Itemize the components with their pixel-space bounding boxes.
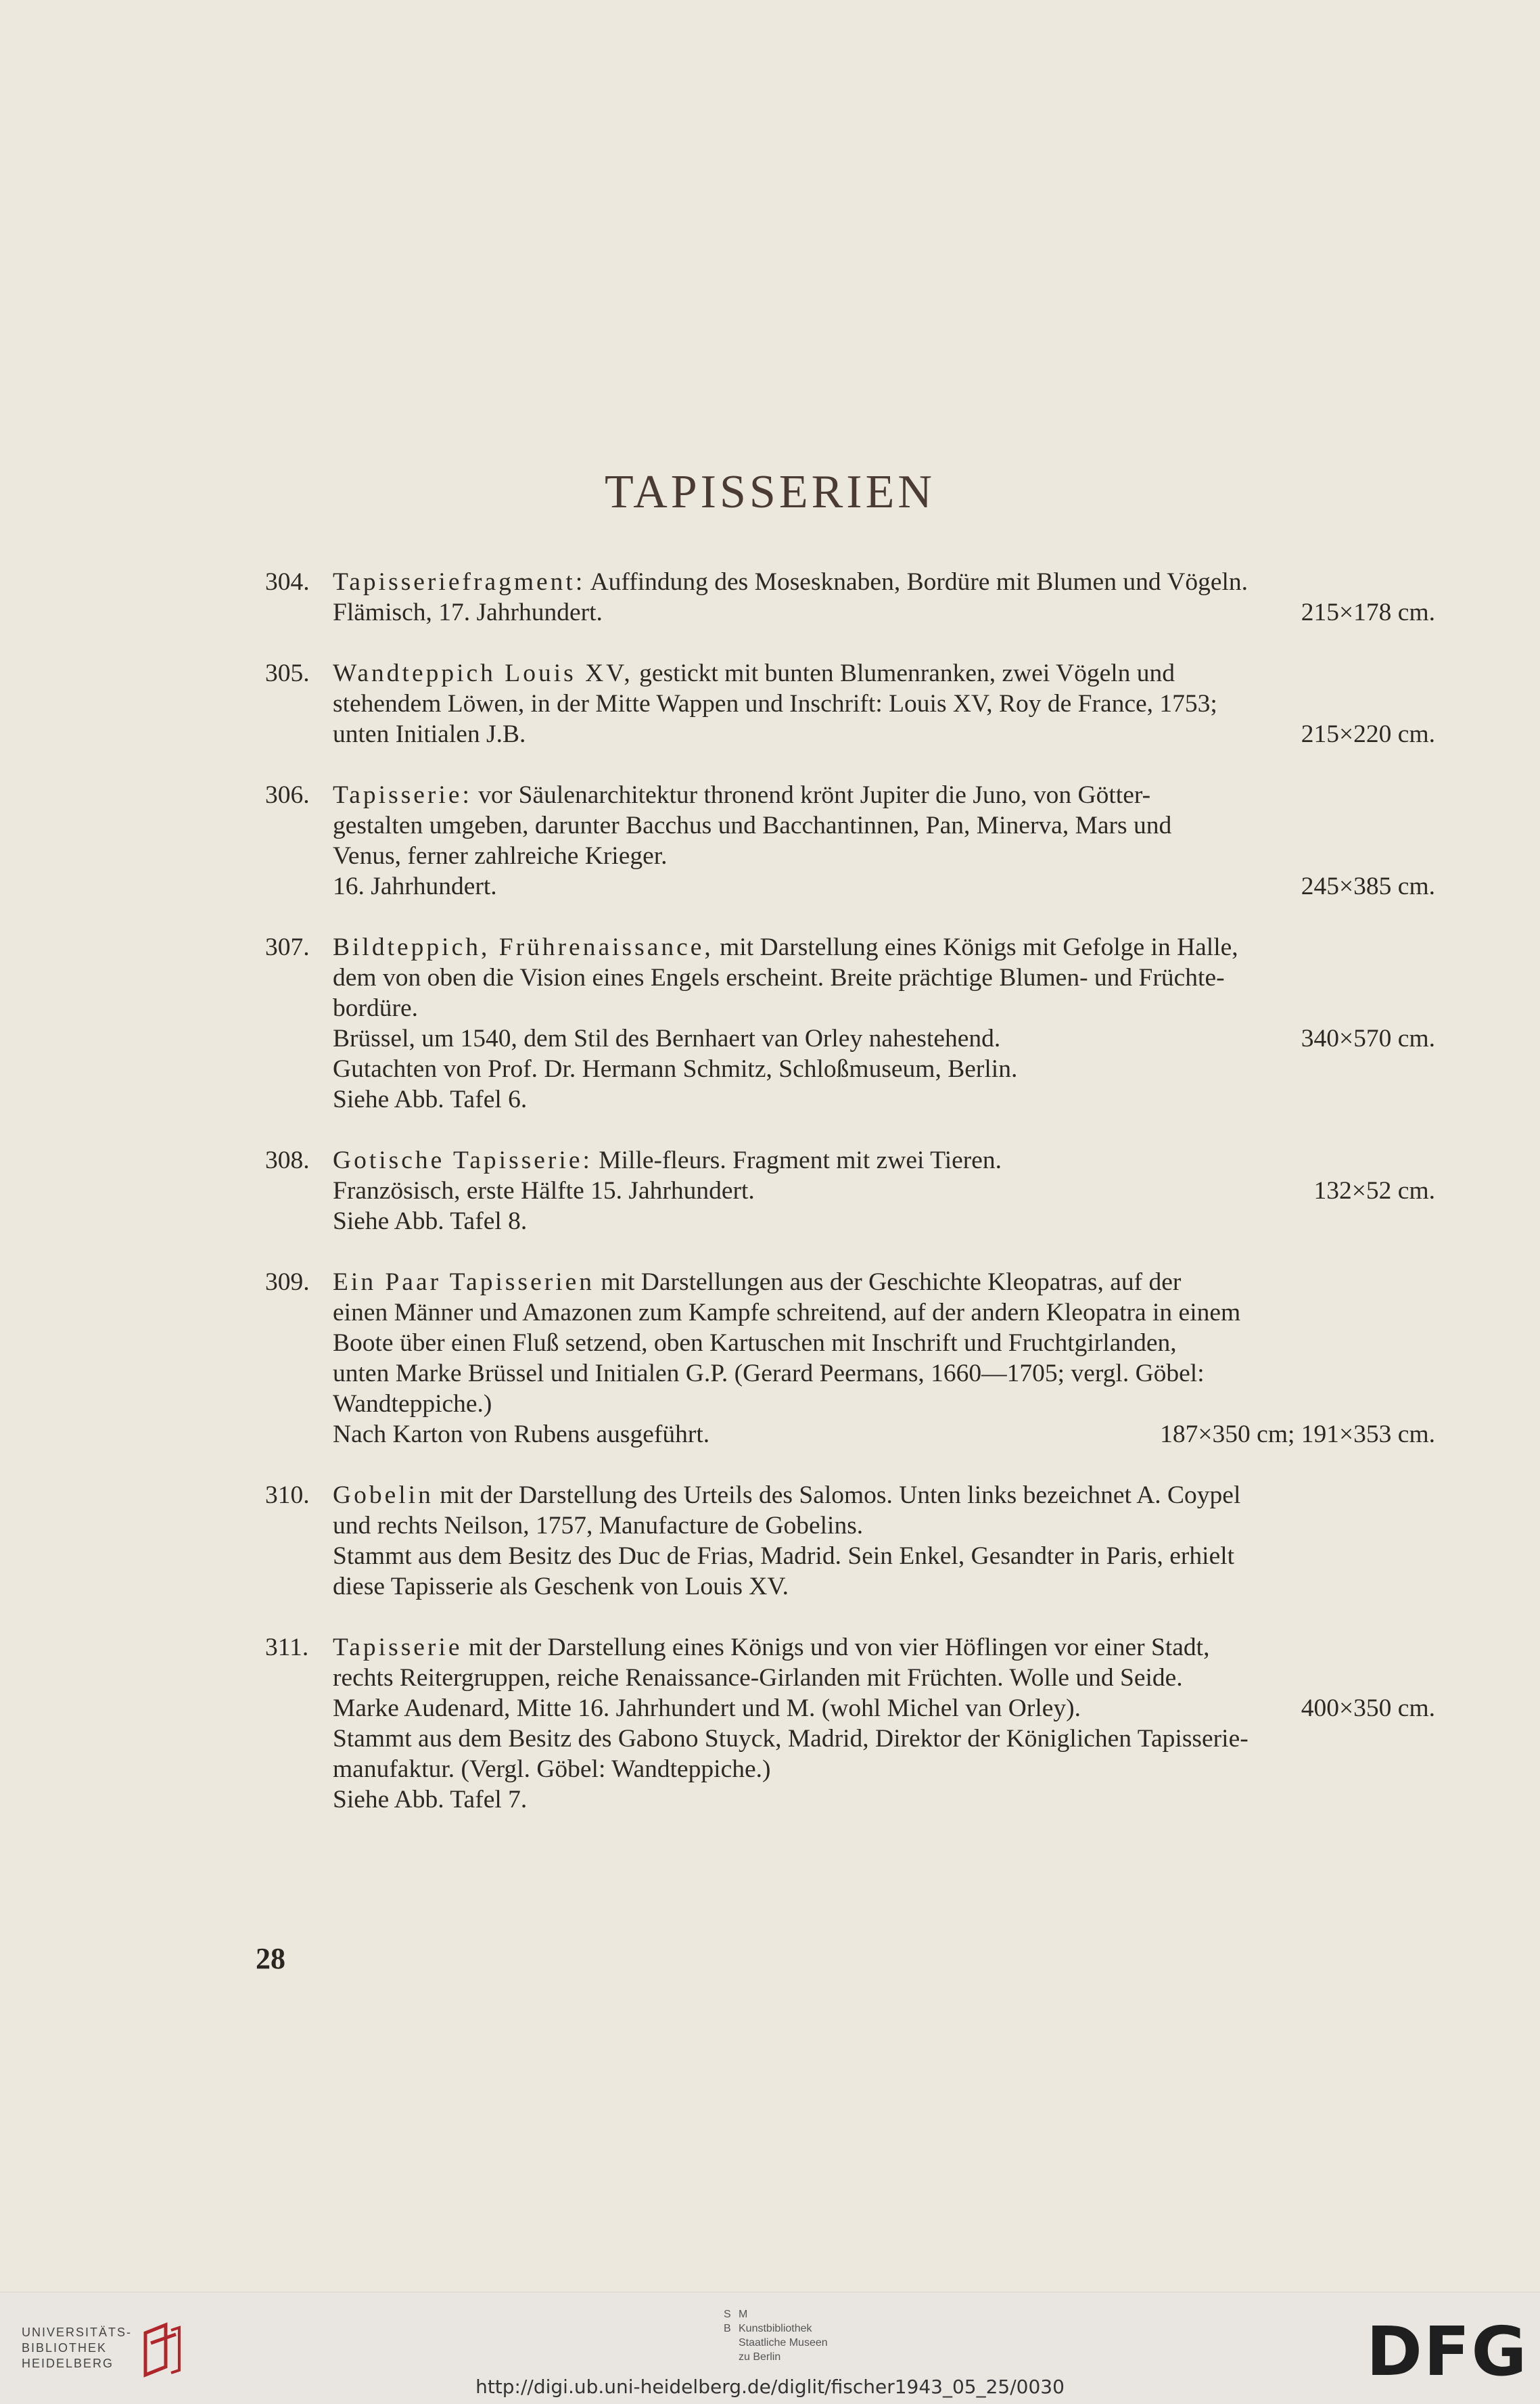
smb-line: Staatliche Museen — [739, 2337, 828, 2349]
entry-line — [333, 1571, 1435, 1602]
entry-number: 304. — [265, 568, 310, 596]
entry-line — [333, 1784, 1435, 1815]
entry-line — [333, 1693, 1435, 1724]
ub-line: HEIDELBERG — [22, 2357, 114, 2370]
smb-line: zu Berlin — [739, 2351, 781, 2363]
entry-text: unten Initialen J.B. — [333, 720, 526, 748]
entry-line — [333, 1510, 1435, 1541]
entry-text: bordüre. — [333, 994, 418, 1022]
ub-heidelberg-logo-icon — [139, 2319, 186, 2380]
entry-text: Nach Karton von Rubens ausgeführt. — [333, 1420, 710, 1448]
entry-line — [333, 1632, 1435, 1663]
entry-text: vor Säulenarchitektur thronend krönt Jupiter die Juno, von Götter- — [471, 781, 1151, 809]
entry-text: Mille-fleurs. Fragment mit zwei Tieren. — [592, 1147, 1002, 1174]
entry-line — [333, 1724, 1435, 1754]
entry-text: mit Darstellung eines Königs mit Gefolge in Halle, — [713, 933, 1238, 961]
entry-text: und rechts Neilson, 1757, Manufacture de Gobelins. — [333, 1512, 864, 1540]
ub-heidelberg-logo-text — [22, 2325, 132, 2372]
catalog-entry — [265, 932, 1435, 1115]
entry-text: Gutachten von Prof. Dr. Hermann Schmitz, Schloßmuseum, Berlin. — [333, 1055, 1018, 1083]
entry-text: dem von oben die Vision eines Engels erscheint. Breite prächtige Blumen- und Früchte- — [333, 964, 1225, 992]
entry-line — [333, 658, 1435, 689]
smb-initial: B — [724, 2323, 731, 2334]
entry-dimensions: 187×350 cm; 191×353 cm. — [1160, 1420, 1435, 1448]
entry-line — [333, 567, 1435, 597]
entry-text: Venus, ferner zahlreiche Krieger. — [333, 842, 668, 870]
entry-title: Ein Paar Tapisserien — [333, 1268, 595, 1296]
entry-title: Wandteppich Louis XV, — [333, 660, 633, 687]
section-heading: TAPISSERIEN — [605, 466, 935, 518]
entry-text: manufaktur. (Vergl. Göbel: Wandteppiche.) — [333, 1755, 771, 1783]
entry-line — [333, 780, 1435, 810]
catalog-entry — [265, 658, 1435, 749]
entry-text: Stammt aus dem Besitz des Gabono Stuyck, Madrid, Direktor der Königlichen Tapisserie- — [333, 1725, 1249, 1753]
entry-line — [333, 1389, 1435, 1419]
dfg-logo: DFG — [1366, 2312, 1529, 2391]
entry-line — [333, 597, 1435, 628]
entry-text: Siehe Abb. Tafel 7. — [333, 1786, 528, 1813]
entry-line — [333, 871, 1435, 902]
entry-text: Boote über einen Fluß setzend, oben Kartuschen mit Inschrift und Fruchtgirlanden, — [333, 1329, 1177, 1357]
entry-text: Wandteppiche.) — [333, 1390, 492, 1418]
smb-kunstbibliothek-logo — [724, 2307, 828, 2364]
entry-dimensions: 340×570 cm. — [1301, 1025, 1435, 1053]
ub-line: BIBLIOTHEK — [22, 2341, 108, 2355]
entry-number: 309. — [265, 1268, 310, 1296]
entry-number: 308. — [265, 1147, 310, 1174]
entry-text: stehendem Löwen, in der Mitte Wappen und Inschrift: Louis XV, Roy de France, 1753; — [333, 690, 1217, 718]
entry-text: mit Darstellungen aus der Geschichte Kleopatras, auf der — [594, 1268, 1182, 1296]
entry-line — [333, 1358, 1435, 1389]
entry-text: gestalten umgeben, darunter Bacchus und Bacchantinnen, Pan, Minerva, Mars und — [333, 812, 1172, 839]
entry-line — [333, 841, 1435, 871]
catalog-entry — [265, 1480, 1435, 1602]
entry-dimensions: 245×385 cm. — [1301, 873, 1435, 900]
entry-line — [333, 932, 1435, 963]
entry-number: 305. — [265, 660, 310, 687]
entry-line — [333, 1480, 1435, 1510]
catalog-entry — [265, 567, 1435, 628]
entry-text: Flämisch, 17. Jahrhundert. — [333, 599, 603, 626]
entry-text: mit der Darstellung eines Königs und von vier Höflingen vor einer Stadt, — [462, 1634, 1210, 1661]
entry-line — [333, 1328, 1435, 1358]
entry-list — [265, 567, 1435, 1845]
entry-dimensions: 215×220 cm. — [1301, 720, 1435, 748]
smb-line: M — [739, 2309, 748, 2320]
entry-title: Bildteppich, Frührenaissance, — [333, 933, 714, 961]
entry-number: 310. — [265, 1481, 310, 1509]
entry-title: Tapisseriefragment: — [333, 568, 586, 596]
catalog-entry — [265, 780, 1435, 902]
entry-text: Französisch, erste Hälfte 15. Jahrhundert. — [333, 1177, 755, 1205]
entry-number: 306. — [265, 781, 310, 809]
entry-text: Marke Audenard, Mitte 16. Jahrhundert und M. (wohl Michel van Orley). — [333, 1694, 1081, 1722]
entry-line — [333, 963, 1435, 993]
smb-initial: S — [724, 2309, 731, 2320]
entry-line — [333, 1176, 1435, 1206]
entry-title: Tapisserie: — [333, 781, 472, 809]
catalog-entry — [265, 1145, 1435, 1236]
entry-text: Stammt aus dem Besitz des Duc de Frias, Madrid. Sein Enkel, Gesandter in Paris, erhielt — [333, 1542, 1235, 1570]
page-number: 28 — [256, 1942, 285, 1975]
entry-line — [333, 1023, 1435, 1054]
entry-line — [333, 1267, 1435, 1297]
entry-line — [333, 1754, 1435, 1784]
entry-text: Brüssel, um 1540, dem Stil des Bernhaert van Orley nahestehend. — [333, 1025, 1001, 1053]
source-url-link[interactable]: http://digi.ub.uni-heidelberg.de/diglit/fischer1943_05_25/0030 — [475, 2376, 1065, 2398]
entry-text: gestickt mit bunten Blumenranken, zwei Vögeln und — [632, 660, 1175, 687]
entry-text: rechts Reitergruppen, reiche Renaissance-Girlanden mit Früchten. Wolle und Seide. — [333, 1664, 1183, 1692]
entry-dimensions: 400×350 cm. — [1301, 1694, 1435, 1722]
entry-line — [333, 810, 1435, 841]
entry-line — [333, 1663, 1435, 1693]
entry-dimensions: 132×52 cm. — [1313, 1177, 1435, 1205]
entry-line — [333, 689, 1435, 719]
entry-line — [333, 1419, 1435, 1450]
entry-text: Siehe Abb. Tafel 8. — [333, 1207, 528, 1235]
entry-text: Siehe Abb. Tafel 6. — [333, 1086, 528, 1113]
entry-text: Auffindung des Mosesknaben, Bordüre mit Blumen und Vögeln. — [585, 568, 1249, 596]
ub-line: UNIVERSITÄTS- — [22, 2326, 133, 2339]
entry-text: einen Männer und Amazonen zum Kampfe schreitend, auf der andern Kleopatra in einem — [333, 1299, 1241, 1326]
entry-text: mit der Darstellung des Urteils des Salomos. Unten links bezeichnet A. Coypel — [433, 1481, 1241, 1509]
entry-line — [333, 1054, 1435, 1084]
catalog-entry — [265, 1632, 1435, 1815]
entry-line — [333, 1084, 1435, 1115]
entry-line — [333, 1541, 1435, 1571]
entry-number: 307. — [265, 933, 310, 961]
entry-text: unten Marke Brüssel und Initialen G.P. (Gerard Peermans, 1660—1705; vergl. Göbel: — [333, 1360, 1205, 1387]
entry-line — [333, 1297, 1435, 1328]
entry-text: diese Tapisserie als Geschenk von Louis XV. — [333, 1573, 789, 1600]
entry-title: Gotische Tapisserie: — [333, 1147, 592, 1174]
entry-line — [333, 719, 1435, 749]
entry-title: Tapisserie — [333, 1634, 463, 1661]
entry-text: 16. Jahrhundert. — [333, 873, 497, 900]
entry-number: 311. — [265, 1634, 309, 1661]
entry-line — [333, 1206, 1435, 1236]
entry-line — [333, 993, 1435, 1023]
entry-line — [333, 1145, 1435, 1176]
smb-line: Kunstbibliothek — [739, 2323, 812, 2334]
entry-title: Gobelin — [333, 1481, 434, 1509]
catalog-entry — [265, 1267, 1435, 1450]
entry-dimensions: 215×178 cm. — [1301, 599, 1435, 626]
